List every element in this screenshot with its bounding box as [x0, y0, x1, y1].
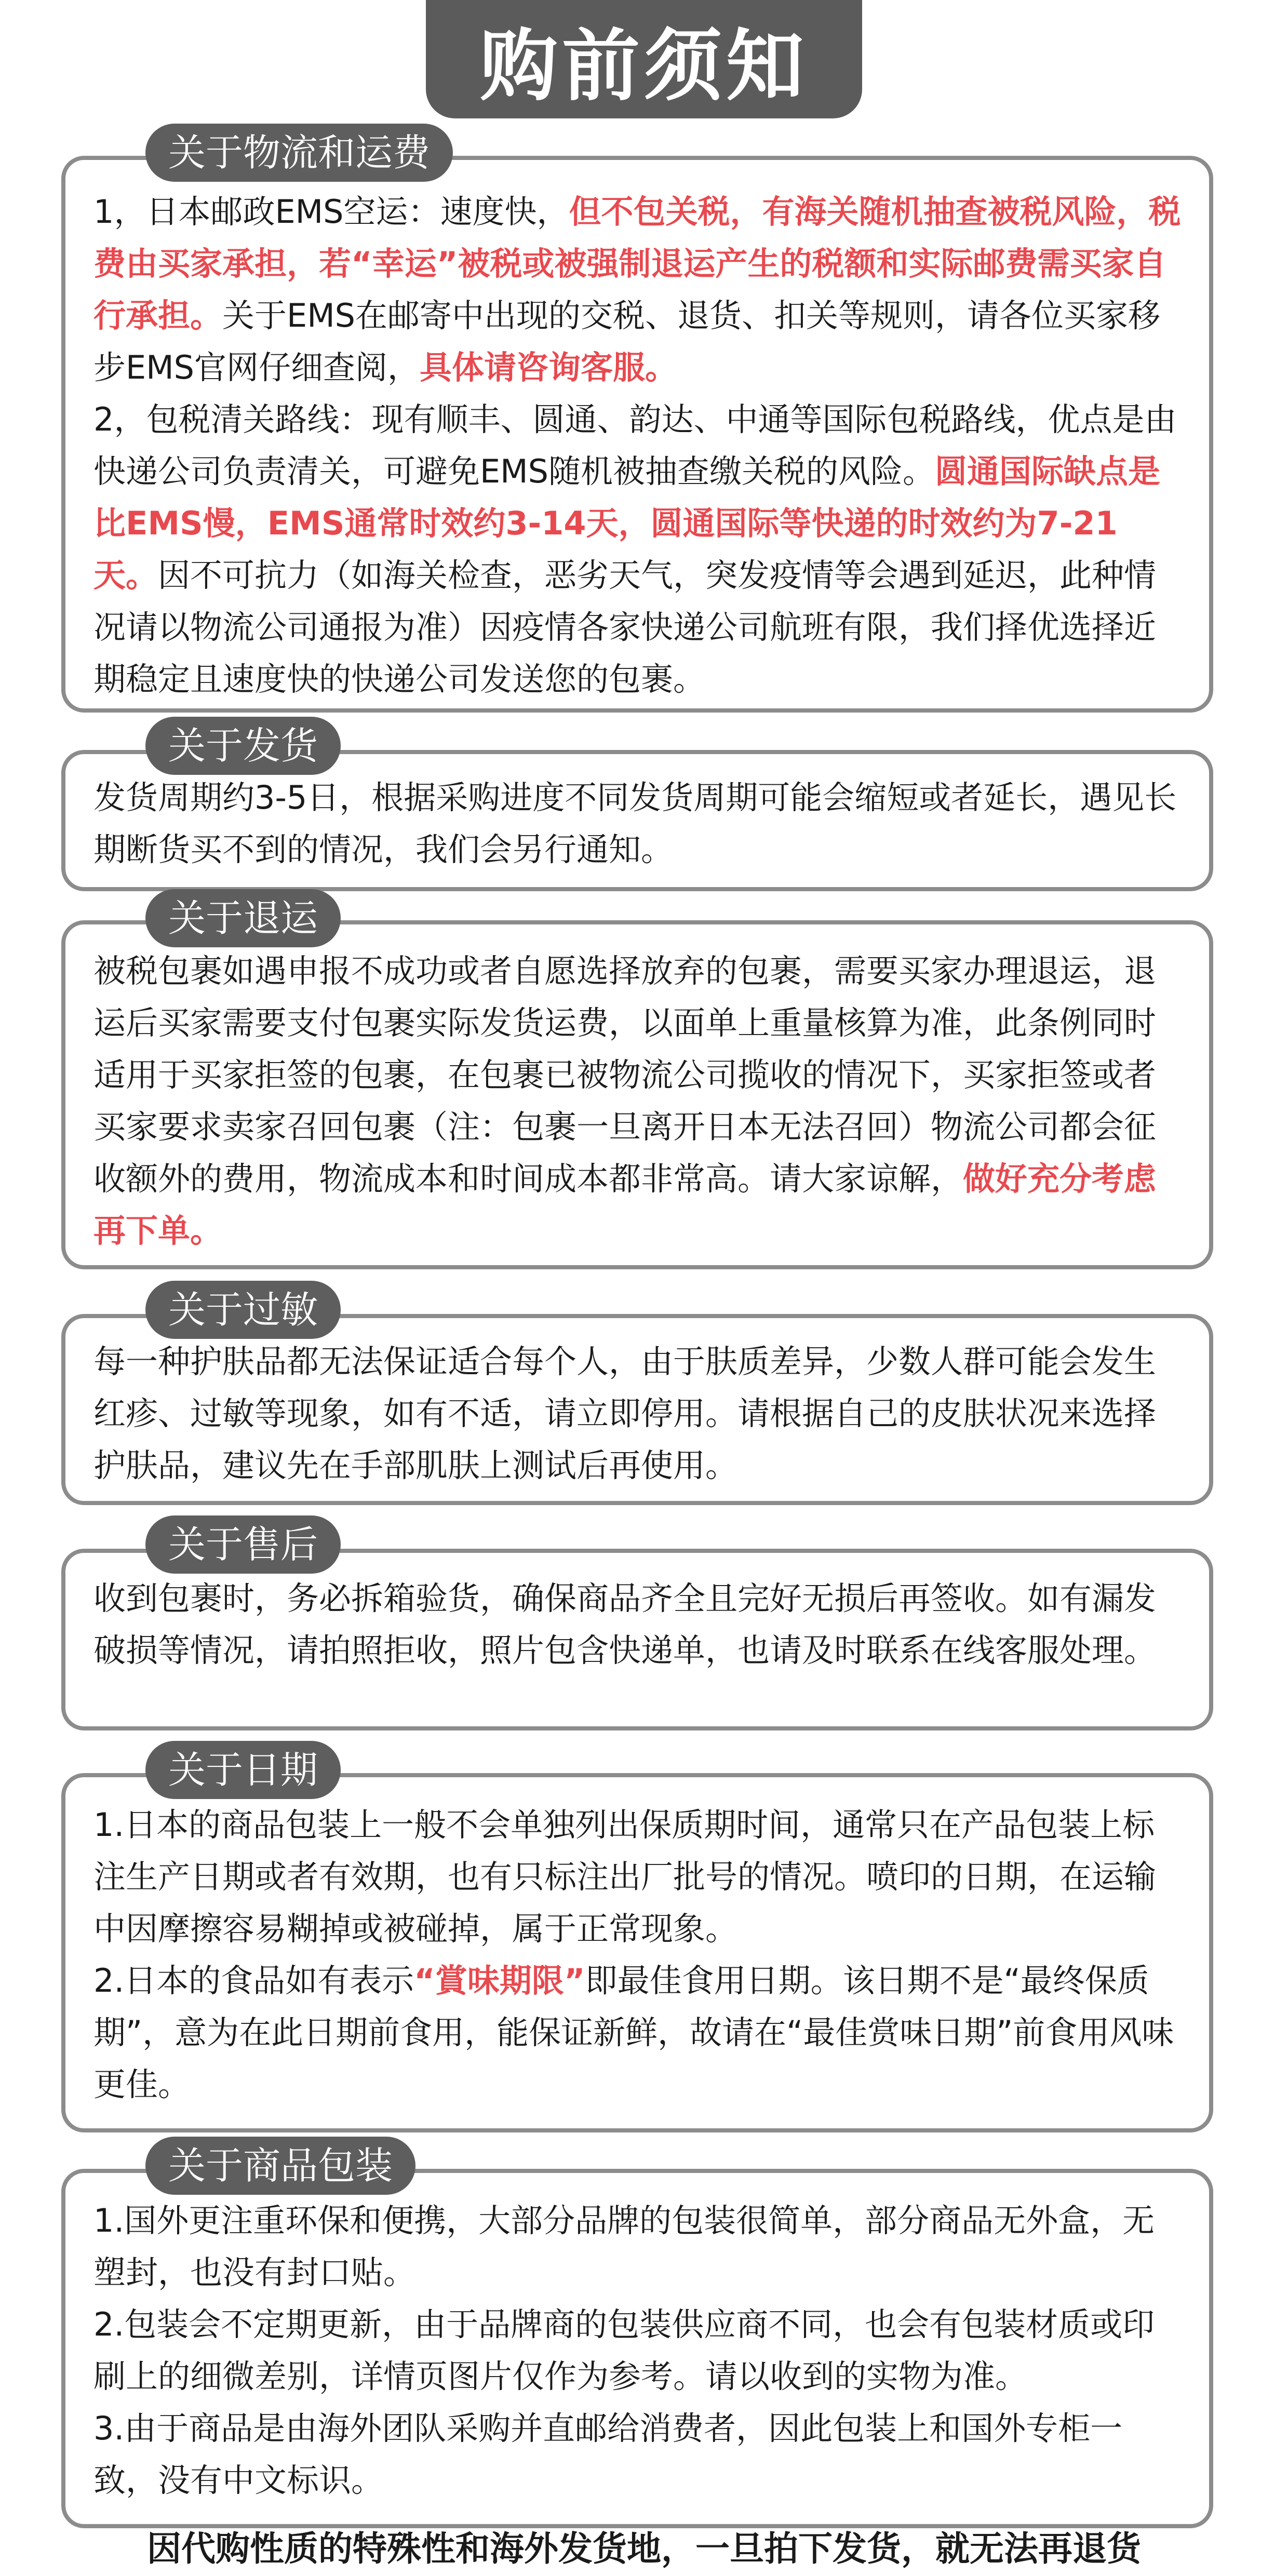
section-logistics [61, 156, 1213, 713]
section-dates [61, 1773, 1213, 2132]
section-packaging [61, 2169, 1213, 2528]
section-returns [61, 920, 1213, 1269]
returns-text: 被税包裹如遇申报不成功或者自愿选择放弃的包裹，需要买家办理退运，退运后买家需要支付包裹实际发货运费，以面单上重量核算为准，此条例同时适用于买家拒签的包裹，在包裹已被物流公司揽收的情况下，买家拒签或者买家要求卖家召回包裹（注：包裹一旦离开日本无法召回）物流公司都会征收额外的费用，物流成本和时间成本都非常高。请大家谅解， [93, 952, 1157, 1198]
section-label-logistics: 关于物流和运费 [145, 124, 453, 182]
section-label-allergy: 关于过敏 [145, 1281, 341, 1339]
dates-text: 即最佳食用日期。该日期不是“最终保质期”，意为在此日期前食用，能保证新鲜，故请在“最佳赏味日期”前食用风味更佳。 [93, 1962, 1174, 2103]
returns-paragraph [93, 945, 1181, 1257]
page-title: 购前须知 [426, 0, 862, 118]
dates-paragraph-2 [93, 1955, 1181, 2111]
section-label-aftersales: 关于售后 [145, 1515, 341, 1574]
section-label-dates: 关于日期 [145, 1741, 341, 1799]
packaging-paragraph-1: 1.国外更注重环保和便携，大部分品牌的包装很简单，部分商品无外盒，无塑封，也没有封口贴。 [93, 2202, 1155, 2291]
logistics-contact-note: 具体请咨询客服。 [420, 348, 678, 386]
logistics-text: 2，包税清关路线：现有顺丰、圆通、韵达、中通等国际包税路线，优点是由快递公司负责清关，可避免EMS随机被抽查缴关税的风险。 [93, 400, 1177, 490]
logistics-tax-warning: 但不包关税，有海关随机抽查被税风险，税费由买家承担，若“幸运”被税或被强制退运产生的税额和实际邮费需买家自行承担。 [93, 193, 1181, 334]
section-aftersales [61, 1549, 1213, 1730]
section-label-shipping: 关于发货 [145, 717, 341, 775]
logistics-timing-warning: 圆通国际缺点是比EMS慢，EMS通常时效约3-14天，圆通国际等快递的时效约为7-21天。 [93, 452, 1161, 594]
packaging-paragraph-2: 2.包装会不定期更新，由于品牌商的包装供应商不同，也会有包装材质或印刷上的细微差别，详情页图片仅作为参考。请以收到的实物为准。 [93, 2305, 1155, 2395]
packaging-paragraph-3: 3.由于商品是由海外团队采购并直邮给消费者，因此包装上和国外专柜一致，没有中文标识。 [93, 2409, 1123, 2499]
dates-text: 2.日本的食品如有表示 [93, 1962, 414, 2000]
logistics-paragraph-2 [93, 394, 1181, 705]
logistics-text: 关于EMS在邮寄中出现的交税、退货、扣关等规则，请各位买家移步EMS官网仔细查阅， [93, 297, 1161, 386]
dates-shomi-kigen: “賞味期限” [414, 1962, 585, 2000]
footer-notice: 因代购性质的特殊性和海外发货地，一旦拍下发货，就无法再退货 [147, 2529, 1141, 2569]
section-label-returns: 关于退运 [145, 889, 341, 947]
returns-warning: 做好充分考虑再下单。 [93, 1160, 1157, 1250]
allergy-text: 每一种护肤品都无法保证适合每个人，由于肤质差异，少数人群可能会发生红疹、过敏等现象，如有不适，请立即停用。请根据自己的皮肤状况来选择护肤品，建议先在手部肌肤上测试后再使用。 [93, 1343, 1157, 1484]
logistics-paragraph-1 [93, 186, 1181, 394]
shipping-text: 发货周期约3-5日，根据采购进度不同发货周期可能会缩短或者延长，遇见长期断货买不到的情况，我们会另行通知。 [93, 779, 1177, 868]
logistics-text: 1，日本邮政EMS空运：速度快， [93, 193, 569, 231]
section-label-packaging: 关于商品包装 [145, 2137, 415, 2195]
aftersales-text: 收到包裹时，务必拆箱验货，确保商品齐全且完好无损后再签收。如有漏发破损等情况，请拍照拒收，照片包含快递单，也请及时联系在线客服处理。 [93, 1579, 1157, 1669]
logistics-text: 因不可抗力（如海关检查，恶劣天气，突发疫情等会遇到延迟，此种情况请以物流公司通报为准）因疫情各家快递公司航班有限，我们择优选择近期稳定且速度快的快递公司发送您的包裹。 [93, 556, 1157, 698]
section-allergy [61, 1314, 1213, 1505]
dates-paragraph-1: 1.日本的商品包装上一般不会单独列出保质期时间，通常只在产品包装上标注生产日期或者有效期，也有只标注出厂批号的情况。喷印的日期，在运输中因摩擦容易糊掉或被碰掉，属于正常现象。 [93, 1806, 1157, 1948]
